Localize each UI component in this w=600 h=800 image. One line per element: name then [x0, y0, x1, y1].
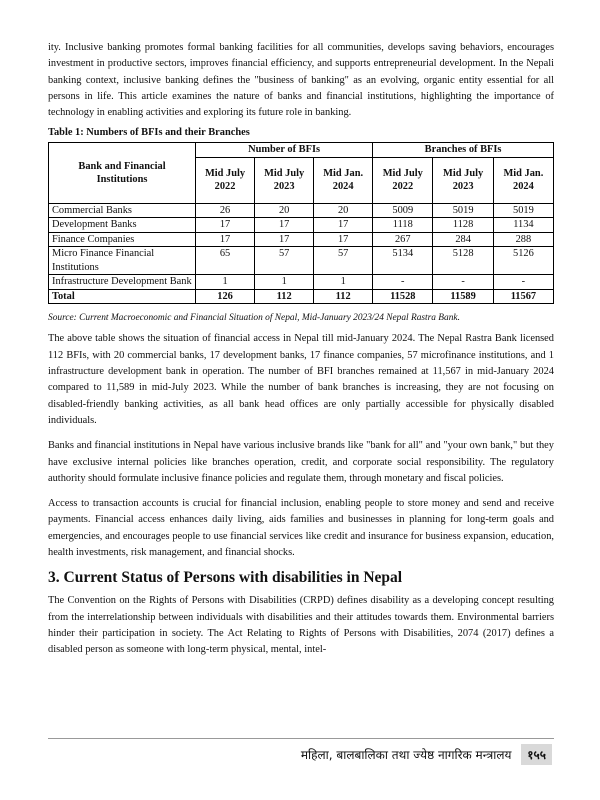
cell: 5134 [373, 247, 433, 275]
cell: 57 [314, 247, 373, 275]
table-row [49, 247, 554, 275]
cell: 17 [314, 232, 373, 247]
cell: 17 [255, 232, 314, 247]
subheader: Mid Jan. 2024 [493, 157, 553, 203]
cell: 126 [196, 289, 255, 304]
cell: 5128 [433, 247, 493, 275]
cell: - [493, 275, 553, 290]
body-paragraph: The above table shows the situation of financial access in Nepal till mid-January 2024. The Nepal Rastra Bank licensed 112 BFIs, with 20 commercial banks, 17 development banks, 17 finance companies, 57 microfinance institutions, and 1 infrastructure development bank in operation. The number of BFI branches remained at 11,567 in mid-January 2024 compared to 11,589 in mid-July 2023. While the number of bank branches is increasing, they are not focusing on disabled-friendly banking activities, as all bank head offices are only partially accessible for physically disabled individuals. [48, 333, 554, 426]
cell: 20 [255, 203, 314, 218]
bfi-table [48, 142, 554, 304]
cell: 5019 [433, 203, 493, 218]
cell: 5126 [493, 247, 553, 275]
footer-divider [48, 738, 554, 739]
table-row [49, 275, 554, 290]
table-row [49, 218, 554, 233]
cell: 17 [196, 232, 255, 247]
cell: 1128 [433, 218, 493, 233]
footer-ministry-text: महिला, बालबालिका तथा ज्येष्ठ नागरिक मन्त्रालय [300, 748, 512, 762]
cell: 11589 [433, 289, 493, 304]
table-total-row [49, 289, 554, 304]
subheader: Mid Jan. 2024 [314, 157, 373, 203]
subheader: Mid July 2023 [433, 157, 493, 203]
group-header-bfis: Number of BFIs [196, 143, 373, 158]
table-source: Source: Current Macroeconomic and Financial Situation of Nepal, Mid-January 2023/24 Nepal Rastra Bank. [48, 313, 460, 324]
cell: 1 [255, 275, 314, 290]
intro-paragraph: ity. Inclusive banking promotes formal banking facilities for all communities, develops saving behaviors, encourages investment in productive sectors, improves financial efficiency, and supports entrepreneurial development. In the Nepali banking context, inclusive banking defines the "business of banking" as an evolving, organic entity essential for all persons in life. This article examines the nature of banks and financial institutions, highlighting the importance of technology in enabling activities and exploring its future role in banking. [48, 42, 554, 119]
cell: 5009 [373, 203, 433, 218]
subheader: Mid July 2022 [373, 157, 433, 203]
document-page [48, 40, 554, 659]
cell: 1 [314, 275, 373, 290]
cell: 57 [255, 247, 314, 275]
cell: 1134 [493, 218, 553, 233]
row-label: Commercial Banks [49, 203, 196, 218]
cell: 267 [373, 232, 433, 247]
cell: 112 [255, 289, 314, 304]
row-label: Finance Companies [49, 232, 196, 247]
table-row [49, 203, 554, 218]
cell: 17 [314, 218, 373, 233]
cell: 26 [196, 203, 255, 218]
group-header-branches: Branches of BFIs [373, 143, 554, 158]
body-paragraph: The Convention on the Rights of Persons with Disabilities (CRPD) defines disability as a developing concept resulting from the interrelationship between individuals with disabilities and their attitudes towards them. Environmental barriers hinder their participation in society. The Act Relating to Rights of Persons with Disabilities, 2074 (2017) defines a disabled person as someone with long-term physical, mental, intel- [48, 595, 554, 656]
cell: 20 [314, 203, 373, 218]
section-heading: 3. Current Status of Persons with disabilities in Nepal [48, 569, 403, 587]
subheader: Mid July 2022 [196, 157, 255, 203]
row-label: Infrastructure Development Bank [49, 275, 196, 290]
cell: 11567 [493, 289, 553, 304]
cell: 1118 [373, 218, 433, 233]
cell: 65 [196, 247, 255, 275]
table-row [49, 232, 554, 247]
cell: 284 [433, 232, 493, 247]
body-paragraph: Banks and financial institutions in Nepal have various inclusive brands like "bank for all" and "your own bank," but they have exclusive internal policies like branches operation, credit, and corporate social responsibility. The regulatory authority should formulate inclusive finance policies and regulate them, through monetary and fiscal policies. [48, 440, 554, 484]
cell: 11528 [373, 289, 433, 304]
row-header: Bank and Financial Institutions [49, 143, 196, 204]
cell: 112 [314, 289, 373, 304]
row-label: Development Banks [49, 218, 196, 233]
body-paragraph: Access to transaction accounts is crucial for financial inclusion, enabling people to store money and send and receive payments. Financial access enhances daily living, aids families and businesses in planning for long-term goals and emergencies, and encourages people to use financial services like credit and insurance for business expansion, education, health investments, risk management, and financial shocks. [48, 498, 554, 559]
cell: - [373, 275, 433, 290]
page-footer [301, 744, 552, 765]
page-number: १५५ [521, 744, 552, 765]
cell: 5019 [493, 203, 553, 218]
table-caption: Table 1: Numbers of BFIs and their Branches [48, 127, 250, 139]
cell: 17 [196, 218, 255, 233]
subheader: Mid July 2023 [255, 157, 314, 203]
cell: 1 [196, 275, 255, 290]
cell: 288 [493, 232, 553, 247]
cell: 17 [255, 218, 314, 233]
cell: - [433, 275, 493, 290]
row-label: Total [49, 289, 196, 304]
row-label: Micro Finance Financial Institutions [49, 247, 196, 275]
